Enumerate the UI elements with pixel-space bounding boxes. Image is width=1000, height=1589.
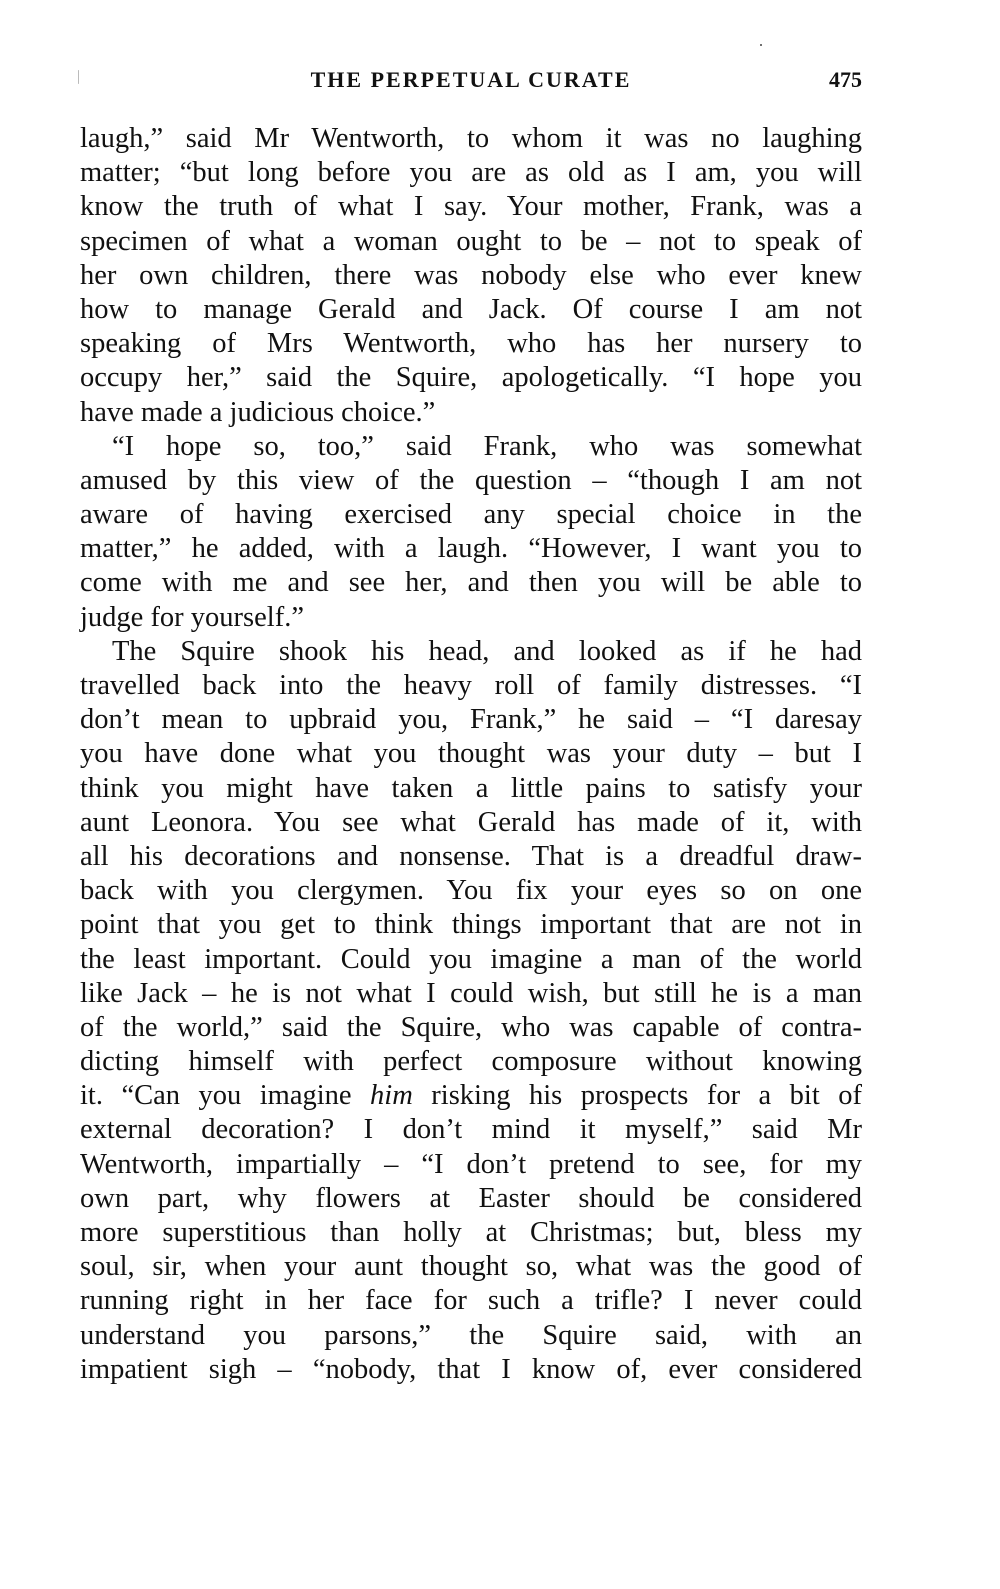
text-line: her own children, there was nobody else who ever knew <box>80 259 862 291</box>
body-text <box>80 122 862 1387</box>
emphasized-word: him <box>370 1080 413 1112</box>
text-line: amused by this view of the question – “though I am not <box>80 464 862 496</box>
text-line: how to manage Gerald and Jack. Of course I am not <box>80 293 862 325</box>
text-line: all his decorations and nonsense. That is a dreadful draw- <box>80 840 862 872</box>
text-line: own part, why flowers at Easter should be considered <box>80 1182 862 1214</box>
text-line: know the truth of what I say. Your mother, Frank, was a <box>80 191 862 223</box>
text-line: have made a judicious choice.” <box>80 396 436 428</box>
text-line: don’t mean to upbraid you, Frank,” he said – “I daresay <box>80 704 862 736</box>
text-line: more superstitious than holly at Christmas; but, bless my <box>80 1217 862 1248</box>
text-line: external decoration? I don’t mind it myself,” said Mr <box>80 1114 862 1146</box>
running-title: THE PERPETUAL CURATE <box>310 67 632 92</box>
text-line: aware of having exercised any special choice in the <box>80 499 862 531</box>
text-line: matter,” he added, with a laugh. “However, I want you to <box>80 533 862 565</box>
text-line: understand you parsons,” the Squire said, with an <box>80 1319 862 1351</box>
text-line: occupy her,” said the Squire, apologetically. “I hope you <box>80 362 862 394</box>
page-number: 475 <box>829 67 862 92</box>
text-line: you have done what you thought was your duty – but I <box>80 738 862 770</box>
text-line: come with me and see her, and then you will be able to <box>80 567 862 599</box>
text-line: back with you clergymen. You fix your eyes so on one <box>80 875 862 907</box>
text-line: think you might have taken a little pains to satisfy your <box>80 772 862 804</box>
text-line: dicting himself with perfect composure without knowing <box>80 1046 862 1078</box>
text-run: risking his prospects for a bit of <box>412 1080 863 1112</box>
text-line: The Squire shook his head, and looked as if he had <box>112 635 862 667</box>
text-run: it. “Can you imagine <box>80 1080 371 1112</box>
text-line: point that you get to think things important that are not in <box>80 909 862 941</box>
text-line: like Jack – he is not what I could wish, but still he is a man <box>80 977 862 1009</box>
running-head <box>80 64 862 96</box>
text-line: “I hope so, too,” said Frank, who was somewhat <box>112 430 862 462</box>
text-line: running right in her face for such a trifle? I never could <box>80 1285 862 1317</box>
text-line: matter; “but long before you are as old as I am, you will <box>80 157 862 189</box>
ink-speck <box>78 70 79 84</box>
ink-speck <box>760 44 762 46</box>
text-line: speaking of Mrs Wentworth, who has her nursery to <box>80 328 862 360</box>
text-line-with-emphasis <box>80 1079 862 1113</box>
text-line: the least important. Could you imagine a man of the world <box>80 943 862 975</box>
text-line: soul, sir, when your aunt thought so, what was the good of <box>80 1251 862 1283</box>
text-line: Wentworth, impartially – “I don’t pretend to see, for my <box>80 1148 862 1180</box>
text-line: aunt Leonora. You see what Gerald has made of it, with <box>80 806 862 838</box>
text-line: of the world,” said the Squire, who was capable of contra- <box>80 1011 862 1043</box>
text-line: impatient sigh – “nobody, that I know of, ever considered <box>80 1353 862 1385</box>
text-line: laugh,” said Mr Wentworth, to whom it was no laughing <box>80 123 862 154</box>
text-line: specimen of what a woman ought to be – not to speak of <box>80 225 862 257</box>
text-line: judge for yourself.” <box>80 601 304 633</box>
text-line: travelled back into the heavy roll of family distresses. “I <box>80 670 862 701</box>
